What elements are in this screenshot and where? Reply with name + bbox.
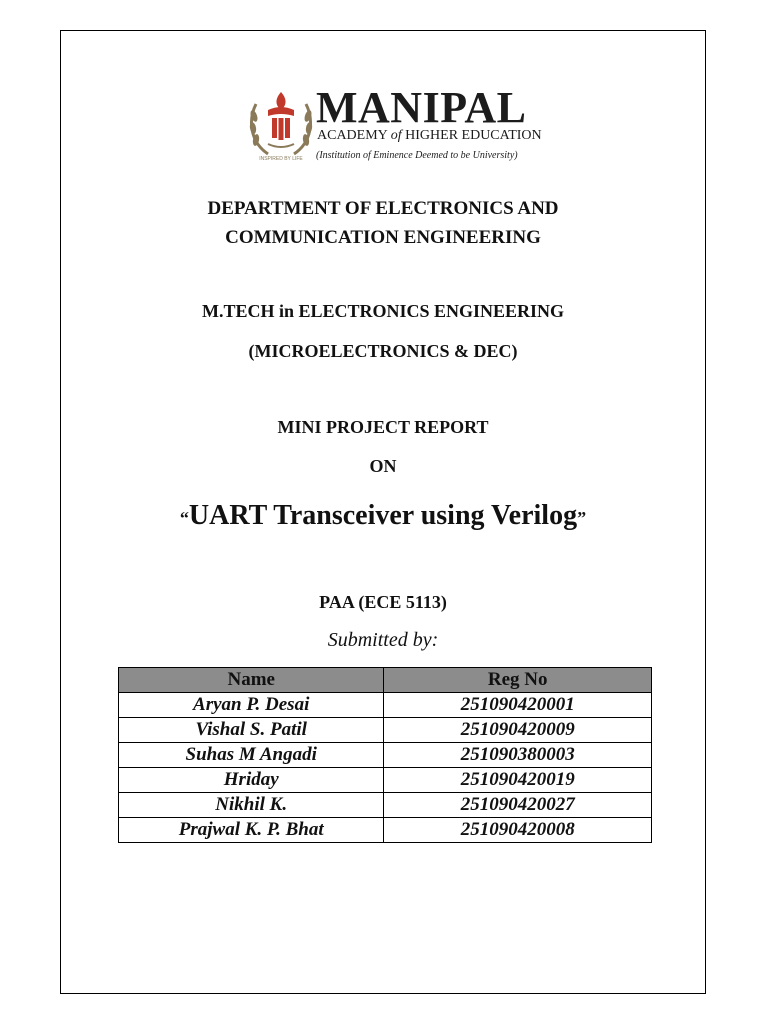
table-row (119, 693, 652, 718)
report-heading: MINI PROJECT REPORT (277, 417, 489, 437)
close-quote: ” (577, 508, 587, 528)
logo-subtitle-post: HIGHER EDUCATION (401, 128, 542, 143)
project-title (60, 500, 706, 532)
student-reg-no: 251090420027 (384, 793, 652, 818)
header-name: Name (119, 668, 384, 693)
logo-name: MANIPAL (316, 83, 527, 132)
department-line-1: DEPARTMENT OF ELECTRONICS AND (207, 198, 559, 219)
manipal-logo (246, 83, 542, 166)
department-line-2: COMMUNICATION ENGINEERING (225, 227, 541, 248)
table-row (119, 718, 652, 743)
student-name: Prajwal K. P. Bhat (119, 818, 384, 843)
manipal-emblem-icon (246, 86, 316, 166)
submitted-by: Submitted by: (327, 629, 439, 651)
course-code: PAA (ECE 5113) (319, 592, 447, 612)
logo-tagline: (Institution of Eminence Deemed to be University) (316, 150, 518, 161)
department-heading (60, 194, 706, 252)
student-reg-no: 251090420008 (384, 818, 652, 843)
student-name: Suhas M Angadi (119, 743, 384, 768)
table-row (119, 818, 652, 843)
project-title-text: UART Transceiver using Verilog (188, 500, 578, 531)
student-reg-no: 251090420009 (384, 718, 652, 743)
student-reg-no: 251090420001 (384, 693, 652, 718)
program-line-2: (MICROELECTRONICS & DEC) (248, 341, 518, 361)
logo-subtitle-of: of (390, 128, 402, 143)
student-name: Hriday (119, 768, 384, 793)
table-row (119, 768, 652, 793)
student-name: Nikhil K. (119, 793, 384, 818)
program-line-1: M.TECH in ELECTRONICS ENGINEERING (201, 301, 565, 321)
logo-subtitle (317, 128, 542, 144)
student-reg-no: 251090380003 (384, 743, 652, 768)
student-name: Vishal S. Patil (119, 718, 384, 743)
students-table (118, 667, 652, 843)
report-on: ON (369, 456, 397, 476)
table-row (119, 743, 652, 768)
logo-subtitle-pre: ACADEMY (317, 128, 391, 143)
open-quote: “ (179, 508, 189, 528)
student-reg-no: 251090420019 (384, 768, 652, 793)
emblem-text: INSPIRED BY LIFE (259, 156, 303, 162)
table-row (119, 793, 652, 818)
table-header-row (119, 668, 652, 693)
header-reg-no: Reg No (384, 668, 652, 693)
student-name: Aryan P. Desai (119, 693, 384, 718)
